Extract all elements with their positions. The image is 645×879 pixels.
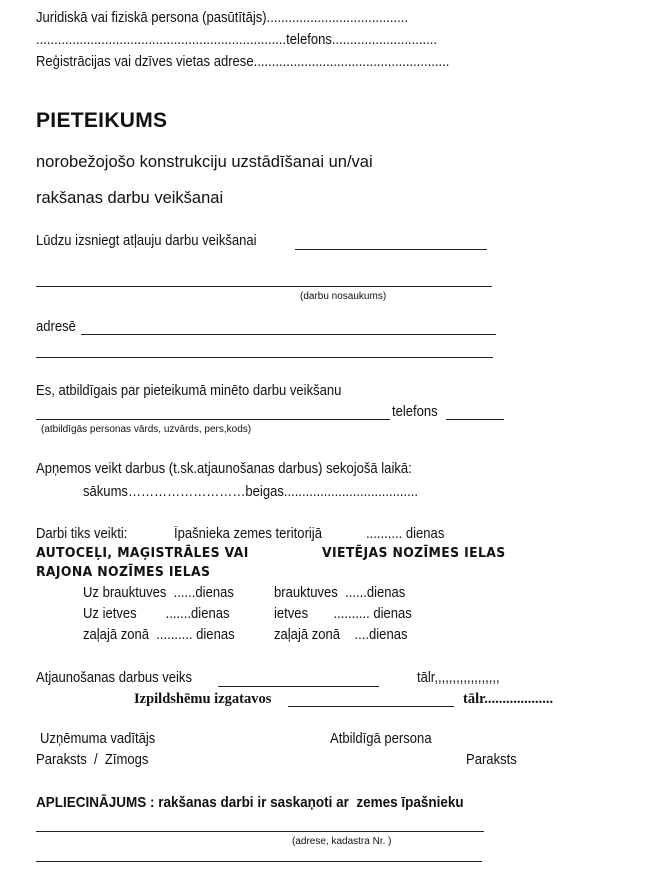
customer-phone-line: .....................................................................telefons.............................: [36, 32, 438, 48]
cadastre-caption: (adrese, kadastra Nr. ): [292, 836, 392, 847]
right-row-green-zone: zaļajā zonā ....dienas: [274, 627, 408, 643]
customer-line: Juridiskā vai fiziskā persona (pasūtītājs).......................................: [36, 10, 409, 26]
sign-label: Paraksts: [466, 752, 517, 768]
owner-territory-days: .......... dienas: [366, 526, 445, 542]
start-end-line: sākums………………………beigas.....................................: [83, 484, 419, 500]
right-row-sidewalk: ietves .......... dienas: [274, 606, 412, 622]
local-streets-heading: VIETĒJAS NOZĪMES IELAS: [322, 545, 506, 561]
extra-underline[interactable]: [36, 861, 482, 862]
right-row-carriageway: brauktuves ......dienas: [274, 585, 406, 601]
cadastre-underline[interactable]: [36, 831, 484, 832]
plans-underline[interactable]: [288, 706, 454, 707]
work-name-underline[interactable]: [36, 286, 492, 287]
left-row-green-zone: zaļajā zonā .......... dienas: [83, 627, 235, 643]
responsible-phone-label: telefons: [392, 404, 438, 420]
works-label: Darbi tiks veikti:: [36, 526, 128, 542]
page-title: PIETEIKUMS: [36, 109, 168, 132]
address-underline-1[interactable]: [81, 334, 496, 335]
schedule-statement: Apņemos veikt darbus (t.sk.atjaunošanas darbus) sekojošā laikā:: [36, 461, 412, 477]
address-underline-2[interactable]: [36, 357, 493, 358]
work-name-caption: (darbu nosaukums): [300, 291, 387, 302]
responsible-statement: Es, atbildīgais par pieteikumā minēto darbu veikšanu: [36, 383, 342, 399]
sign-stamp-label: Paraksts / Zīmogs: [36, 752, 149, 768]
left-row-sidewalk: Uz ietves .......dienas: [83, 606, 230, 622]
restoration-phone: tālr,,,,,,,,,,,,,,,,,,: [417, 670, 500, 686]
responsible-person-label: Atbildīgā persona: [330, 731, 432, 747]
owner-territory-label: Īpašnieka zemes teritorijā: [174, 526, 322, 542]
plans-label: Izpildshēmu izgatavos: [134, 691, 272, 707]
main-roads-heading: AUTOCEĻI, MAĢISTRĀLES VAI: [36, 545, 249, 561]
subtitle-line-1: norobežojošo konstrukciju uzstādīšanai un/vai: [36, 153, 373, 171]
address-label: adresē: [36, 319, 76, 335]
company-head-label: Uzņēmuma vadītājs: [40, 731, 156, 747]
responsible-phone-underline[interactable]: [446, 419, 504, 420]
responsible-caption: (atbildīgās personas vārds, uzvārds, pers,kods): [41, 424, 252, 435]
request-label: Lūdzu izsniegt atļauju darbu veikšanai: [36, 233, 257, 249]
subtitle-line-2: rakšanas darbu veikšanai: [36, 189, 224, 207]
plans-phone: tālr...................: [463, 691, 554, 707]
district-streets-heading: RAJONA NOZĪMES IELAS: [36, 564, 211, 580]
address-line: Reģistrācijas vai dzīves vietas adrese......................................................: [36, 54, 450, 70]
request-underline[interactable]: [295, 249, 487, 250]
restoration-label: Atjaunošanas darbus veiks: [36, 670, 192, 686]
certificate-heading: APLIECINĀJUMS : rakšanas darbi ir saskaņoti ar zemes īpašnieku: [36, 794, 464, 811]
restoration-underline[interactable]: [218, 686, 379, 687]
responsible-name-underline[interactable]: [36, 419, 390, 420]
left-row-carriageway: Uz brauktuves ......dienas: [83, 585, 234, 601]
